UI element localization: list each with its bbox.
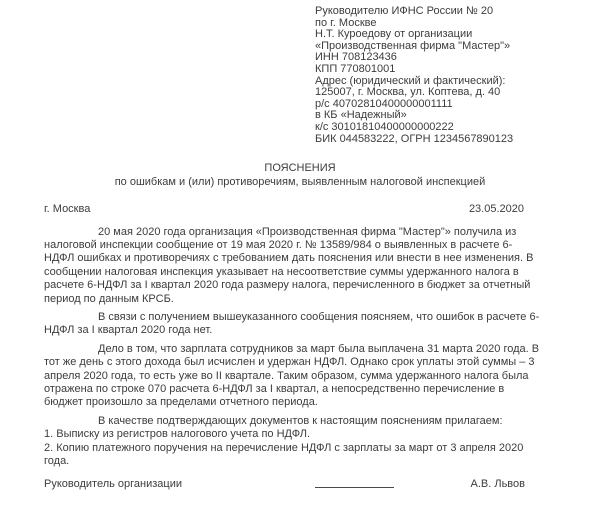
recipient-line-city: по г. Москве (315, 16, 377, 29)
recipient-line-org-name: «Производственная фирма "Мастер"» (315, 39, 511, 52)
recipient-block (315, 0, 600, 145)
city-label: г. Москва (44, 203, 91, 216)
paragraph-attachments-intro: В качестве подтверждающих документов к настоящим пояснениям прилагаем: (98, 414, 503, 427)
document-title-block (0, 162, 600, 189)
recipient-line-settlement-account: р/с 40702810400000001111 (315, 97, 453, 110)
document-subtitle: по ошибкам и (или) противоречиям, выявленным налоговой инспекцией (114, 175, 486, 188)
recipient-line-address-label: Адрес (юридический и фактический): (315, 74, 506, 87)
recipient-line-address: 125007, г. Москва, ул. Коптева, д. 40 (315, 86, 501, 99)
recipient-line-kpp: КПП 770801001 (315, 62, 396, 75)
date-label: 23.05.2020 (468, 203, 524, 216)
signature-line (315, 487, 394, 488)
meta-row (44, 203, 524, 216)
signature-row (44, 478, 541, 498)
recipient-line-corr-account: к/с 30101810400000000222 (315, 120, 454, 133)
paragraph-notification: 20 мая 2020 года организация «Производственная фирма "Мастер"» получила из налоговой инспекции сообщение от 19 мая 2020 г. № 13589/984 о выявленных в расчете 6-НДФЛ ошибках и противоречиях с требованием дать пояснения или внести в нее изменения. В сообщении налоговая инспекция указывает на несоответствие суммы удержанного налога в расчете 6-НДФЛ за I квартал 2020 года размеру налога, перечисленного в бюджет за отчетный период по данным КРСБ. (44, 225, 534, 305)
signer-name: А.В. Львов (470, 478, 525, 491)
attachment-item-2: 2. Копию платежного поручения на перечисление НДФЛ с зарплаты за март от 3 апреля 2020 года. (44, 441, 524, 468)
recipient-line-bank: в КБ «Надежный» (315, 109, 407, 122)
document-body (44, 226, 541, 469)
recipient-line-authority: Руководителю ИФНС России № 20 (315, 5, 494, 17)
paragraph-explanation: Дело в том, что зарплата сотрудников за март была выплачена 31 марта 2020 года. В тот же день с этого дохода был исчислен и удержан НДФЛ. Однако срок уплаты этой суммы – 3 апреля 2020 года, то есть уже во II квартале. Таким образом, сумма удержанного налога была отражена по строке 070 расчета 6-НДФЛ за I квартал, а непосредственно перечисление в бюджет произошло за пределами отчетного периода. (44, 342, 540, 409)
attachment-item-1: 1. Выписку из регистров налогового учета по НДФЛ. (44, 428, 311, 441)
recipient-line-bik-ogrn: БИК 044583222, ОГРН 1234567890123 (315, 132, 514, 145)
recipient-line-inn: ИНН 708123436 (315, 51, 397, 64)
recipient-line-addressee: Н.Т. Куроедову от организации (315, 28, 473, 41)
document-title: ПОЯСНЕНИЯ (264, 162, 336, 175)
paragraph-no-errors: В связи с получением вышеуказанного сообщения поясняем, что ошибок в расчете 6-НДФЛ за I квартал 2020 года нет. (44, 310, 540, 337)
signer-position-label: Руководитель организации (44, 478, 183, 491)
